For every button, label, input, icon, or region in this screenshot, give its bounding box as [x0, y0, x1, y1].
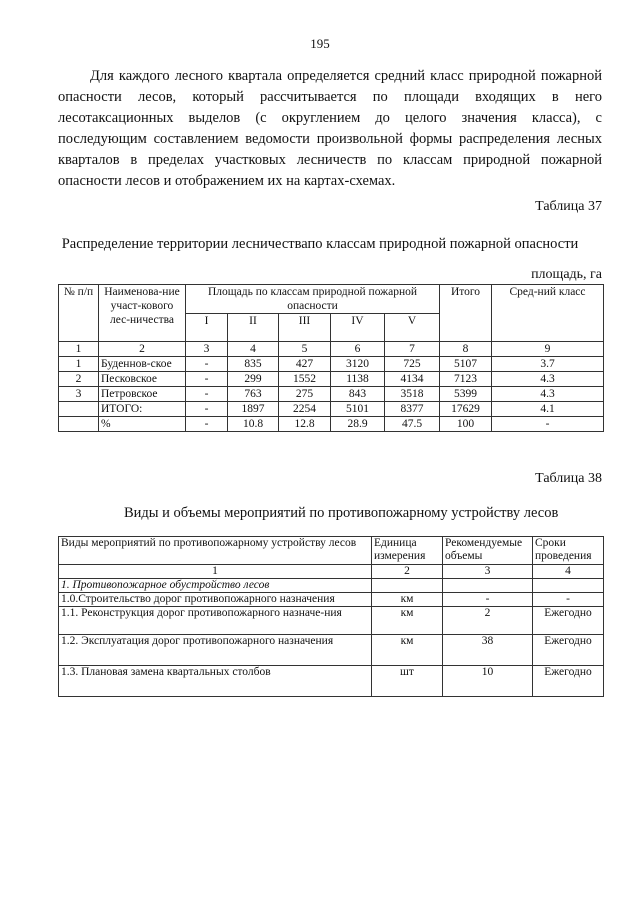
- cell: 1897: [228, 402, 279, 417]
- cell: 275: [279, 387, 331, 402]
- cell: Ежегодно: [533, 635, 604, 666]
- cell: 1.1. Реконструкция дорог противопожарного назначе-ния: [59, 607, 372, 635]
- index-cell: 1: [59, 342, 99, 357]
- table37-caption: Таблица 37: [535, 199, 602, 214]
- cell: 5107: [440, 357, 492, 372]
- index-cell: 1: [59, 565, 372, 579]
- cell: -: [186, 357, 228, 372]
- header-term: Сроки проведения: [533, 537, 604, 565]
- cell: [443, 579, 533, 593]
- cell: 4.1: [492, 402, 604, 417]
- header-class: IV: [331, 314, 385, 342]
- table-row: [59, 357, 604, 372]
- table37-title: Распределение территории лесничествапо классам природной пожарной опасности: [61, 236, 579, 252]
- cell: км: [372, 607, 443, 635]
- header-total: Итого: [440, 285, 492, 342]
- cell: 1: [59, 357, 99, 372]
- index-cell: 3: [186, 342, 228, 357]
- table38: [58, 536, 604, 697]
- header-class: V: [385, 314, 440, 342]
- cell: 299: [228, 372, 279, 387]
- cell: 427: [279, 357, 331, 372]
- cell: Ежегодно: [533, 607, 604, 635]
- cell: 3518: [385, 387, 440, 402]
- cell: 4.3: [492, 372, 604, 387]
- cell: %: [99, 417, 186, 432]
- cell: -: [186, 417, 228, 432]
- cell: 843: [331, 387, 385, 402]
- cell: 100: [440, 417, 492, 432]
- cell: -: [443, 593, 533, 607]
- header-volume: Рекомендуемые объемы: [443, 537, 533, 565]
- page-number: 195: [310, 36, 330, 51]
- cell: 835: [228, 357, 279, 372]
- cell: ИТОГО:: [99, 402, 186, 417]
- cell: Буденнов-ское: [99, 357, 186, 372]
- index-cell: 5: [279, 342, 331, 357]
- table-row: [59, 402, 604, 417]
- table38-section-row: [59, 579, 604, 593]
- cell: 47.5: [385, 417, 440, 432]
- cell: 7123: [440, 372, 492, 387]
- cell: 12.8: [279, 417, 331, 432]
- cell: -: [186, 402, 228, 417]
- cell: 3: [59, 387, 99, 402]
- header-class: I: [186, 314, 228, 342]
- table-row: [59, 635, 604, 666]
- cell: 2254: [279, 402, 331, 417]
- header-class: II: [228, 314, 279, 342]
- cell: Песковское: [99, 372, 186, 387]
- header-name: Наименова-ние участ-кового лес-ничества: [99, 285, 186, 342]
- cell: -: [492, 417, 604, 432]
- cell: -: [533, 593, 604, 607]
- table38-title: Виды и объемы мероприятий по противопожарному устройству лесов: [124, 505, 559, 521]
- cell: км: [372, 635, 443, 666]
- header-num: № п/п: [59, 285, 99, 342]
- cell: 1.2. Эксплуатация дорог противопожарного назначения: [59, 635, 372, 666]
- index-cell: 8: [440, 342, 492, 357]
- cell: 1138: [331, 372, 385, 387]
- body-paragraph: [58, 66, 602, 192]
- index-cell: 2: [99, 342, 186, 357]
- index-cell: 3: [443, 565, 533, 579]
- header-class: III: [279, 314, 331, 342]
- cell: 763: [228, 387, 279, 402]
- cell: -: [186, 387, 228, 402]
- table38-header-row: [59, 537, 604, 565]
- cell: 10: [443, 666, 533, 697]
- cell: 10.8: [228, 417, 279, 432]
- table-row: [59, 387, 604, 402]
- cell: -: [186, 372, 228, 387]
- table37-index-row: [59, 342, 604, 357]
- cell: 5101: [331, 402, 385, 417]
- cell: 3.7: [492, 357, 604, 372]
- header-unit: Единица измерения: [372, 537, 443, 565]
- cell: 1.0.Строительство дорог противопожарного назначения: [59, 593, 372, 607]
- cell: [59, 417, 99, 432]
- cell: 2: [443, 607, 533, 635]
- cell: 28.9: [331, 417, 385, 432]
- cell: 5399: [440, 387, 492, 402]
- cell: 725: [385, 357, 440, 372]
- cell: 4.3: [492, 387, 604, 402]
- table37-unit: площадь, га: [531, 267, 602, 282]
- cell: 3120: [331, 357, 385, 372]
- cell: 8377: [385, 402, 440, 417]
- cell: 1552: [279, 372, 331, 387]
- cell: [372, 579, 443, 593]
- table37-header-row: [59, 285, 604, 314]
- cell: 4134: [385, 372, 440, 387]
- index-cell: 2: [372, 565, 443, 579]
- cell: 17629: [440, 402, 492, 417]
- cell: шт: [372, 666, 443, 697]
- table-row: [59, 593, 604, 607]
- index-cell: 7: [385, 342, 440, 357]
- index-cell: 9: [492, 342, 604, 357]
- table-row: [59, 666, 604, 697]
- index-cell: 6: [331, 342, 385, 357]
- cell: [59, 402, 99, 417]
- cell: 2: [59, 372, 99, 387]
- section-title: 1. Противопожарное обустройство лесов: [59, 579, 372, 593]
- cell: [533, 579, 604, 593]
- index-cell: 4: [228, 342, 279, 357]
- header-type: Виды мероприятий по противопожарному устройству лесов: [59, 537, 372, 565]
- header-area: Площадь по классам природной пожарной опасности: [186, 285, 440, 314]
- cell: 38: [443, 635, 533, 666]
- cell: Петровское: [99, 387, 186, 402]
- table-row: [59, 417, 604, 432]
- table38-index-row: [59, 565, 604, 579]
- table38-caption: Таблица 38: [535, 471, 602, 486]
- table37: [58, 284, 604, 432]
- cell: км: [372, 593, 443, 607]
- cell: 1.3. Плановая замена квартальных столбов: [59, 666, 372, 697]
- header-avg: Сред-ний класс: [492, 285, 604, 342]
- table-row: [59, 372, 604, 387]
- index-cell: 4: [533, 565, 604, 579]
- table-row: [59, 607, 604, 635]
- paragraph-text: Для каждого лесного квартала определяется средний класс природной пожарной опасности лесов, который рассчитывается по площади входящих в него лесотаксационных выделов (с округлением до целого значения класса), с последующим составлением ведомости произвольной формы распределения лесных кварталов в пределах участковых лесничеств по классам природной пожарной опасности лесов и отображением их на картах-схемах.: [58, 68, 602, 189]
- cell: Ежегодно: [533, 666, 604, 697]
